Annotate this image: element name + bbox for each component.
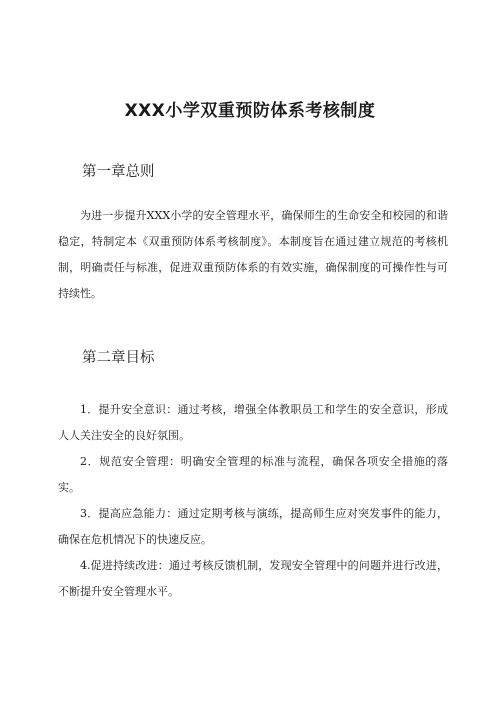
chapter-2-heading: 第二章目标 (82, 350, 155, 366)
goal-item-1: 1．提升安全意识：通过考核，增强全体教职员工和学生的安全意识，形成人人关注安全的良好氛围。 (58, 403, 448, 442)
goal-item-4: 4.促进持续改进：通过考核反馈机制，发现安全管理中的问题并进行改进，不断提升安全管理水平。 (58, 559, 448, 598)
chapter-1-paragraph: 为进一步提升XXX小学的安全管理水平，确保师生的生命安全和校园的和谐稳定，特制定本《双重预防体系考核制度》。本制度旨在通过建立规范的考核机制，明确责任与标准，促进双重预防体系的有效实施，确保制度的可操作性与可持续性。 (58, 209, 448, 300)
goal-item-3: 3．提高应急能力：通过定期考核与演练，提高师生应对突发事件的能力，确保在危机情况下的快速反应。 (58, 507, 448, 546)
chapter-1-heading: 第一章总则 (82, 164, 155, 180)
goal-item-2: 2．规范安全管理：明确安全管理的标准与流程，确保各项安全措施的落实。 (58, 455, 448, 494)
document-title: XXX小学双重预防体系考核制度 (124, 101, 376, 121)
